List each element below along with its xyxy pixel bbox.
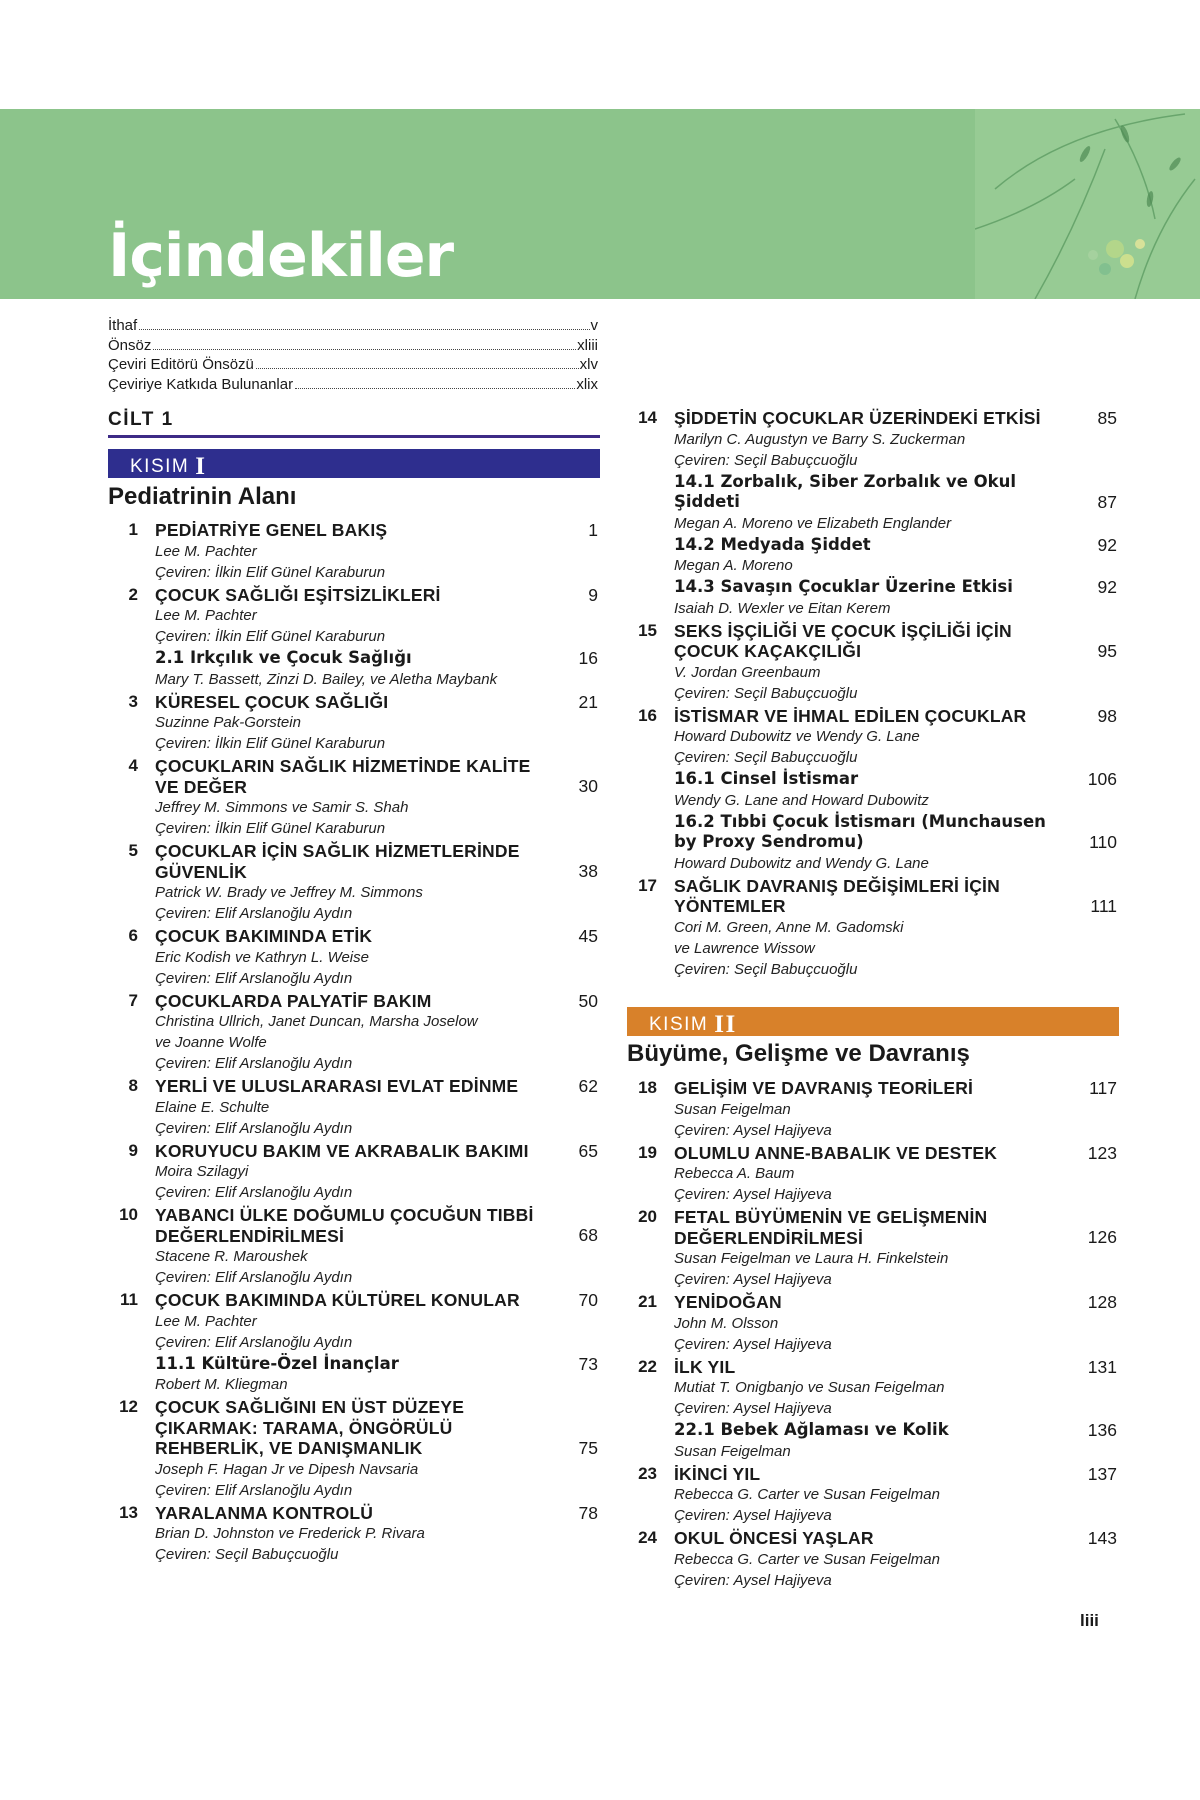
chapter-author: Çeviren: Seçil Babuçcuoğlu [674,960,858,978]
chapter-page: 45 [578,926,598,946]
subchapter-title: 16.2 Tıbbi Çocuk İstismarı (Munchausen by Proxy Sendromu) [674,811,1046,851]
chapter-page: 128 [1087,1292,1117,1312]
chapter-author: Çeviren: Elif Arslanoğlu Aydın [155,1184,353,1201]
chapter-title: KORUYUCU BAKIM VE AKRABALIK BAKIMI [155,1140,529,1161]
subchapter [674,811,1117,874]
toc-entry [108,585,598,690]
front-matter-item [108,316,598,336]
chapter-author: Çeviren: Aysel Hajiyeva [674,1507,832,1524]
chapter-body [155,926,546,989]
chapter-page: 117 [1089,1078,1117,1098]
leader-dots [139,329,589,330]
chapter-author: Çeviren: Elif Arslanoğlu Aydın [155,1055,353,1072]
chapter-page: 85 [1097,408,1117,428]
chapter-author: Susan Feigelman [674,1100,791,1118]
chapter-page: 123 [1087,1142,1117,1163]
chapter-number: 12 [119,1397,138,1416]
chapter-body [155,520,546,583]
chapter-page: 65 [578,1140,598,1161]
subchapter-title: 2.1 Irkçılık ve Çocuk Sağlığı [155,648,412,667]
front-matter-page: xlv [579,356,598,374]
front-matter-list [108,316,598,394]
subchapter-title: 14.2 Medyada Şiddet [674,534,871,554]
chapter-number: 5 [128,841,138,860]
chapter-author: Lee M. Pachter [155,542,257,560]
toc-entry [627,621,1117,704]
chapter-author: Rebecca G. Carter ve Susan Feigelman [674,1550,940,1568]
toc-entry [108,991,598,1075]
chapter-author: Çeviren: Aysel Hajiyeva [674,1335,832,1353]
chapter-author: ve Joanne Wolfe [155,1034,267,1051]
chapter-author: Suzinne Pak-Gorstein [155,714,301,731]
chapter-page: 137 [1087,1463,1117,1484]
chapter-number: 16 [638,705,657,725]
chapter-author: Joseph F. Hagan Jr ve Dipesh Navsaria [155,1460,419,1478]
front-matter-label: Çeviri Editörü Önsözü [108,356,254,374]
chapter-number: 9 [128,1140,138,1160]
chapter-title: ÇOCUKLARIN SAĞLIK HİZMETİNDE KALİTE VE DEĞER [155,756,531,797]
right-column-bottom [627,1078,1117,1593]
chapter-number: 18 [638,1078,657,1097]
chapter-body [155,584,598,690]
chapter-author: Cori M. Green, Anne M. Gadomski [674,918,904,936]
chapter-body [155,991,546,1075]
chapter-body [674,1078,1065,1141]
subchapter-page: 92 [1097,534,1117,555]
page-number: liii [1080,1611,1099,1630]
page-title: İçindekiler [108,221,454,291]
chapter-title: ÇOCUK BAKIMINDA ETİK [155,926,373,946]
leader-dots [295,388,575,389]
chapter-title: OKUL ÖNCESİ YAŞLAR [674,1528,874,1548]
subchapter-title: 16.1 Cinsel İstismar [674,769,859,788]
chapter-body [155,692,546,755]
chapter-number: 7 [128,990,138,1010]
leader-dots [256,368,579,369]
chapter-author: Çeviren: Elif Arslanoğlu Aydın [155,969,353,987]
chapter-body [155,756,546,839]
chapter-author: Çeviren: İlkin Elif Günel Karaburun [155,563,386,581]
toc-entry [627,1464,1117,1527]
chapter-page: 95 [1097,640,1117,661]
subchapter-title: 22.1 Bebek Ağlaması ve Kolik [674,1420,949,1439]
chapter-number: 20 [638,1207,657,1226]
chapter-title: SAĞLIK DAVRANIŞ DEĞİŞİMLERİ İÇİN YÖNTEMLER [674,875,1000,916]
chapter-title: ÇOCUK SAĞLIĞI EŞİTSİZLİKLERİ [155,584,441,605]
chapter-number: 24 [638,1528,657,1547]
chapter-author: Çeviren: Elif Arslanoğlu Aydın [155,1333,353,1351]
chapter-number: 23 [638,1463,657,1483]
chapter-author: V. Jordan Greenbaum [674,663,821,681]
subchapter [674,1420,1117,1462]
chapter-page: 98 [1097,705,1117,726]
subchapter [674,577,1117,619]
chapter-author: Çeviren: Elif Arslanoğlu Aydın [155,905,353,922]
chapter-number: 22 [638,1356,657,1376]
chapter-body [674,1143,1065,1206]
chapter-title: YABANCI ÜLKE DOĞUMLU ÇOCUĞUN TIBBİ DEĞERLENDİRİLMESİ [155,1205,534,1246]
subchapter-page: 87 [1097,491,1117,512]
chapter-author: ve Lawrence Wissow [674,939,815,957]
toc-entry [627,876,1117,980]
chapter-page: 62 [578,1076,598,1096]
chapter-body [674,621,1065,704]
header-banner [0,109,1200,299]
chapter-number: 10 [119,1205,138,1224]
chapter-author: Çeviren: Aysel Hajiyeva [674,1121,832,1139]
left-column [108,520,598,1567]
toc-entry [108,1290,598,1395]
chapter-page: 50 [578,990,598,1011]
chapter-title: OLUMLU ANNE-BABALIK VE DESTEK [674,1142,998,1163]
chapter-author: Çeviren: Seçil Babuçcuoğlu [674,451,858,469]
chapter-author: Howard Dubowitz ve Wendy G. Lane [674,728,920,745]
front-matter-item [108,336,598,356]
chapter-author: Çeviren: Elif Arslanoğlu Aydın [155,1269,353,1286]
chapter-title: FETAL BÜYÜMENİN VE GELİŞMENİN DEĞERLENDİRİLMESİ [674,1207,988,1248]
chapter-page: 21 [578,691,598,712]
chapter-author: Çeviren: İlkin Elif Günel Karaburun [155,735,386,752]
chapter-number: 21 [638,1292,657,1311]
part-2-label: KISIM [649,1014,709,1035]
chapter-author: Lee M. Pachter [155,607,257,624]
chapter-author: Çeviren: Seçil Babuçcuoğlu [674,684,858,702]
toc-entry [108,692,598,755]
chapter-author: Moira Szilagyi [155,1163,249,1180]
chapter-author: Elaine E. Schulte [155,1098,270,1116]
toc-entry [627,706,1117,874]
chapter-body [674,1528,1065,1591]
chapter-number: 19 [638,1142,657,1162]
chapter-body [155,1503,546,1566]
chapter-body [155,1076,546,1139]
front-matter-label: İthaf [108,317,138,334]
chapter-title: ÇOCUKLAR İÇİN SAĞLIK HİZMETLERİNDE GÜVENLİK [155,841,520,882]
toc-entry [108,1141,598,1204]
chapter-number: 8 [128,1076,138,1095]
toc-entry [627,1143,1117,1206]
chapter-page: 78 [578,1502,598,1523]
chapter-title: ÇOCUKLARDA PALYATİF BAKIM [155,990,432,1011]
toc-entry [627,1357,1117,1462]
front-matter-page: xlix [576,375,598,393]
volume-label: CİLT 1 [108,409,174,430]
chapter-author: Çeviren: Seçil Babuçcuoğlu [674,749,858,766]
chapter-body [155,1141,546,1204]
toc-entry [108,841,598,924]
chapter-title: ÇOCUK BAKIMINDA KÜLTÜREL KONULAR [155,1290,520,1310]
chapter-author: Susan Feigelman ve Laura H. Finkelstein [674,1250,949,1267]
front-matter-label: Önsöz [108,336,152,354]
subchapter-author: Howard Dubowitz and Wendy G. Lane [674,854,929,872]
subchapter-author: Megan A. Moreno ve Elizabeth Englander [674,514,952,532]
chapter-number: 6 [128,926,138,945]
subchapter-page: 110 [1089,831,1117,852]
subchapter [674,769,1117,811]
chapter-author: Mutiat T. Onigbanjo ve Susan Feigelman [674,1379,945,1396]
chapter-author: Christina Ullrich, Janet Duncan, Marsha Joselow [155,1013,478,1030]
chapter-title: PEDİATRİYE GENEL BAKIŞ [155,520,388,540]
chapter-author: Patrick W. Brady ve Jeffrey M. Simmons [155,884,423,901]
subchapter-author: Robert M. Kliegman [155,1376,288,1393]
chapter-page: 1 [588,520,598,540]
subchapter-page: 16 [578,648,598,668]
subchapter-page: 92 [1097,577,1117,597]
toc-entry [627,1078,1117,1141]
subchapter-page: 106 [1087,769,1117,789]
chapter-author: Çeviren: Aysel Hajiyeva [674,1186,832,1203]
toc-entry [627,1207,1117,1290]
toc-entry [627,1292,1117,1355]
subchapter-author: Megan A. Moreno [674,557,793,574]
chapter-page: 70 [578,1290,598,1310]
chapter-title: İKİNCİ YIL [674,1463,761,1484]
chapter-author: Marilyn C. Augustyn ve Barry S. Zuckerman [674,430,966,448]
leader-dots [153,349,576,350]
toc-entry [108,1397,598,1501]
chapter-number: 2 [128,584,138,604]
chapter-author: Çeviren: Elif Arslanoğlu Aydın [155,1481,353,1499]
subchapter-title: 14.1 Zorbalık, Siber Zorbalık ve Okul Şiddeti [674,471,1017,511]
front-matter-page: xliii [577,336,598,354]
part-1-numeral: I [195,453,207,480]
chapter-title: SEKS İŞÇİLİĞİ VE ÇOCUK İŞÇİLİĞİ İÇİN ÇOCUK KAÇAKÇILIĞI [674,620,1012,661]
chapter-page: 75 [578,1438,598,1458]
chapter-page: 111 [1090,895,1117,916]
toc-entry [108,756,598,839]
subchapter [155,648,598,690]
chapter-number: 15 [638,620,657,640]
toc-entry [108,1076,598,1139]
subchapter-author: Susan Feigelman [674,1442,791,1460]
front-matter-item [108,375,598,395]
chapter-body [674,1207,1065,1290]
chapter-author: Eric Kodish ve Kathryn L. Weise [155,948,369,966]
chapter-page: 38 [578,861,598,881]
part-1-title: Pediatrinin Alanı [108,483,297,510]
front-matter-label: Çeviriye Katkıda Bulunanlar [108,375,294,393]
chapter-author: Çeviren: Aysel Hajiyeva [674,1400,832,1417]
toc-entry [108,1503,598,1566]
chapter-author: Çeviren: İlkin Elif Günel Karaburun [155,820,386,837]
chapter-page: 126 [1087,1227,1117,1247]
subchapter-author: Isaiah D. Wexler ve Eitan Kerem [674,599,891,617]
volume-rule [108,435,600,438]
chapter-number: 14 [638,408,657,427]
subchapter [674,534,1117,577]
chapter-author: Brian D. Johnston ve Frederick P. Rivara [155,1525,425,1542]
chapter-page: 9 [588,584,598,605]
toc-entry [627,408,1117,619]
chapter-number: 1 [128,520,138,539]
chapter-author: Çeviren: İlkin Elif Günel Karaburun [155,628,386,645]
subchapter-page: 73 [578,1353,598,1374]
chapter-title: KÜRESEL ÇOCUK SAĞLIĞI [155,691,389,712]
right-column-top [627,408,1117,982]
toc-entry [108,1205,598,1288]
chapter-number: 3 [128,691,138,711]
chapter-author: Çeviren: Elif Arslanoğlu Aydın [155,1119,353,1137]
chapter-author: Lee M. Pachter [155,1312,257,1330]
subchapter-page: 136 [1087,1420,1117,1440]
leaf-decoration-icon [975,109,1200,299]
front-matter-page: v [590,317,598,334]
chapter-page: 30 [578,776,598,796]
front-matter-item [108,355,598,375]
chapter-number: 13 [119,1502,138,1522]
chapter-body [674,1292,1065,1355]
chapter-title: YARALANMA KONTROLÜ [155,1502,374,1523]
part-2-bar [627,1007,1119,1036]
chapter-body [674,876,1065,980]
part-2-title: Büyüme, Gelişme ve Davranış [627,1040,970,1067]
chapter-number: 4 [128,756,138,775]
chapter-page: 68 [578,1225,598,1245]
chapter-author: Çeviren: Aysel Hajiyeva [674,1571,832,1589]
chapter-author: Rebecca G. Carter ve Susan Feigelman [674,1486,940,1503]
part-2-numeral: II [714,1011,737,1038]
chapter-body [674,1464,1065,1527]
chapter-body [155,1397,546,1501]
subchapter-author: Wendy G. Lane and Howard Dubowitz [674,791,929,809]
chapter-page: 143 [1087,1528,1117,1548]
subchapter-author: Mary T. Bassett, Zinzi D. Bailey, ve Aletha Maybank [155,670,498,688]
part-1-label: KISIM [130,456,190,477]
chapter-title: ŞİDDETİN ÇOCUKLAR ÜZERİNDEKİ ETKİSİ [674,408,1041,428]
chapter-author: Jeffrey M. Simmons ve Samir S. Shah [155,799,409,816]
chapter-author: Çeviren: Seçil Babuçcuoğlu [155,1546,339,1563]
chapter-author: Çeviren: Aysel Hajiyeva [674,1271,832,1288]
chapter-title: GELİŞİM VE DAVRANIŞ TEORİLERİ [674,1078,974,1098]
chapter-author: Rebecca A. Baum [674,1165,795,1182]
toc-entry [108,926,598,989]
part-1-bar [108,449,600,478]
chapter-body [155,841,546,924]
chapter-title: ÇOCUK SAĞLIĞINI EN ÜST DÜZEYE ÇIKARMAK: TARAMA, ÖNGÖRÜLÜ REHBERLİK, VE DANIŞMANLIK [155,1397,465,1458]
chapter-title: YENİDOĞAN [674,1292,782,1312]
chapter-page: 131 [1087,1356,1117,1377]
chapter-title: İLK YIL [674,1356,736,1377]
chapter-author: Stacene R. Maroushek [155,1248,308,1265]
subchapter [155,1353,598,1396]
chapter-number: 17 [638,875,657,895]
chapter-number: 11 [120,1290,138,1309]
toc-entry [627,1528,1117,1591]
subchapter-title: 11.1 Kültüre-Özel İnançlar [155,1353,399,1373]
subchapter-title: 14.3 Savaşın Çocuklar Üzerine Etkisi [674,577,1013,596]
subchapter [674,471,1117,534]
chapter-title: YERLİ VE ULUSLARARASI EVLAT EDİNME [155,1076,519,1096]
chapter-title: İSTİSMAR VE İHMAL EDİLEN ÇOCUKLAR [674,705,1027,726]
toc-entry [108,520,598,583]
chapter-body [155,1205,546,1288]
chapter-author: John M. Olsson [674,1314,779,1332]
